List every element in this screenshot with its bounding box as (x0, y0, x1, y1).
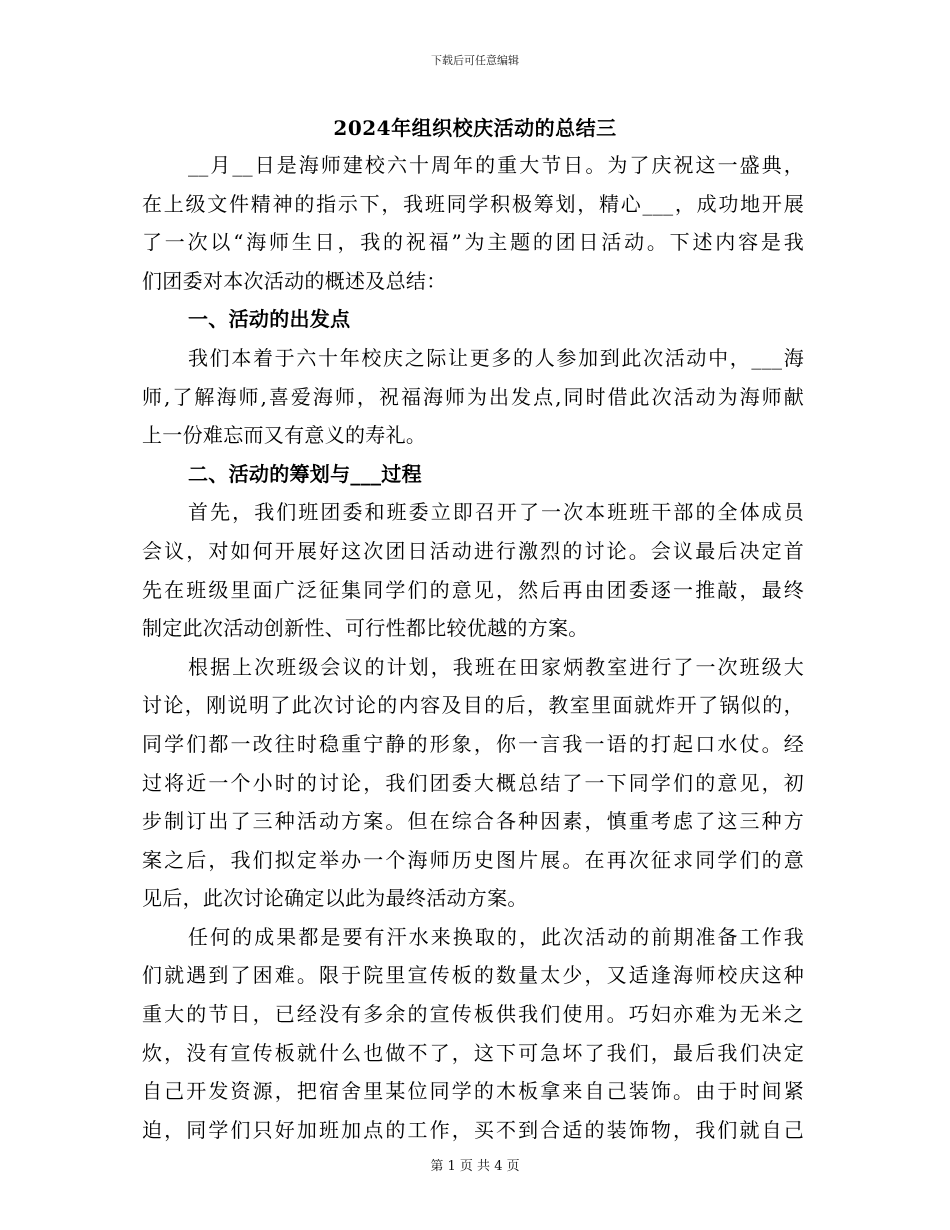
paragraph-line: 案之后，我们拟定举办一个海师历史图片展。在再次征求同学们的意 (142, 847, 804, 872)
paragraph-line: 讨论，刚说明了此次讨论的内容及目的后，教室里面就炸开了锅似的， (142, 693, 804, 718)
paragraph-line: 首先，我们班团委和班委立即召开了一次本班班干部的全体成员 (188, 500, 804, 525)
paragraph-line: __月__日是海师建校六十周年的重大节日。为了庆祝这一盛典， (188, 153, 804, 177)
page-number: 第 1 页 共 4 页 (430, 1159, 520, 1174)
document-title: 2024年组织校庆活动的总结三 (333, 116, 617, 140)
paragraph-line: 了一次以“海师生日，我的祝福”为主题的团日活动。下述内容是我 (142, 230, 804, 255)
paragraph-line: 师,了解海师,喜爱海师，祝福海师为出发点,同时借此次活动为海师献 (142, 384, 804, 409)
paragraph-line: 过将近一个小时的讨论，我们团委大概总结了一下同学们的意见，初 (142, 770, 804, 795)
paragraph-line: 们就遇到了困难。限于院里宣传板的数量太少，又适逢海师校庆这种 (142, 963, 804, 988)
paragraph-line: 上一份难忘而又有意义的寿礼。 (142, 423, 427, 448)
paragraph-line: 见后，此次讨论确定以此为最终活动方案。 (142, 886, 528, 911)
paragraph-line: 们团委对本次活动的概述及总结： (142, 268, 447, 293)
paragraph-line: 会议，对如何开展好这次团日活动进行激烈的讨论。会议最后决定首 (142, 538, 804, 563)
paragraph-line: 自己开发资源，把宿舍里某位同学的木板拿来自己装饰。由于时间紧 (142, 1079, 804, 1104)
paragraph-line: 我们本着于六十年校庆之际让更多的人参加到此次活动中，___海 (188, 345, 804, 370)
paragraph-line: 在上级文件精神的指示下，我班同学积极筹划，精心___，成功地开展 (142, 191, 804, 216)
paragraph-line: 先在班级里面广泛征集同学们的意见，然后再由团委逐一推敲，最终 (142, 577, 804, 602)
paragraph-line: 步制订出了三种活动方案。但在综合各种因素，慎重考虑了这三种方 (142, 809, 804, 834)
paragraph-line: 同学们都一改往时稳重宁静的形象，你一言我一语的打起口水仗。经 (142, 731, 804, 756)
document-body (142, 146, 804, 1149)
paragraph-line: 重大的节日，已经没有多余的宣传板供我们使用。巧妇亦难为无米之 (142, 1002, 804, 1027)
section-heading: 一、活动的出发点 (188, 307, 351, 332)
section-heading: 二、活动的筹划与___过程 (188, 461, 422, 486)
paragraph-line: 炊，没有宣传板就什么也做不了，这下可急坏了我们，最后我们决定 (142, 1040, 804, 1065)
page-header-note: 下载后可任意编辑 (431, 54, 519, 67)
paragraph-line: 制定此次活动创新性、可行性都比较优越的方案。 (142, 616, 589, 641)
paragraph-line: 任何的成果都是要有汗水来换取的，此次活动的前期准备工作我 (188, 924, 804, 949)
paragraph-line: 迫，同学们只好加班加点的工作，买不到合适的装饰物，我们就自己 (142, 1117, 804, 1142)
paragraph-line: 根据上次班级会议的计划，我班在田家炳教室进行了一次班级大 (188, 654, 804, 679)
